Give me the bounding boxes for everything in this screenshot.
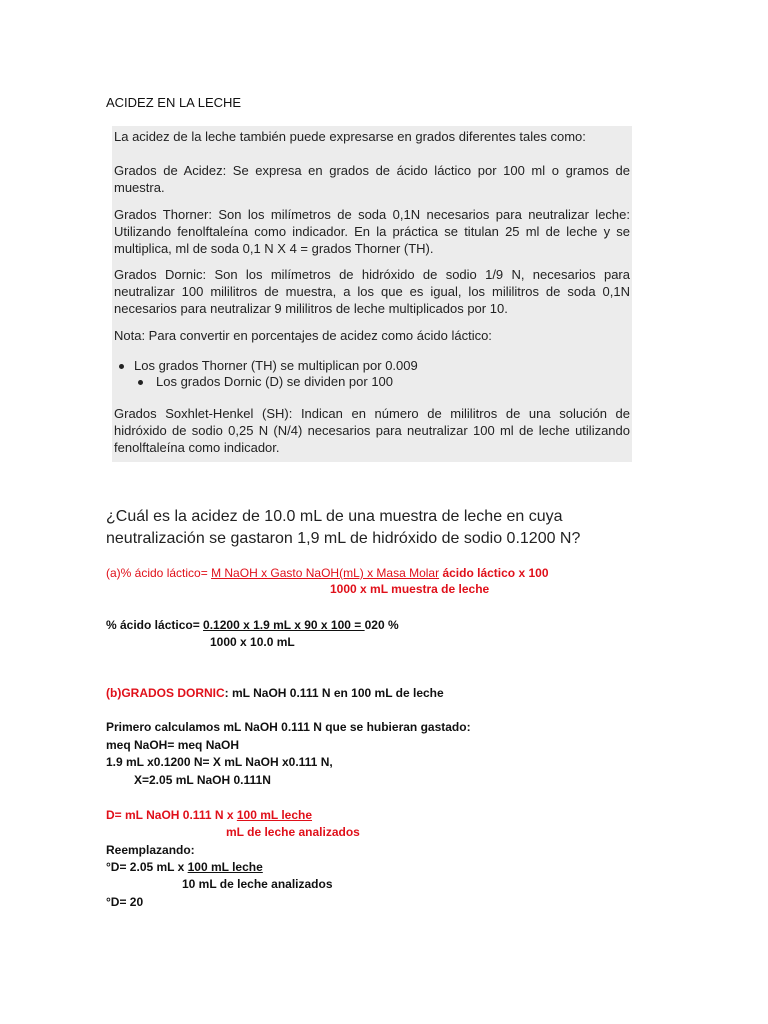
part-a-tail: ácido láctico x 100 (439, 566, 549, 580)
reemplazando-pre: °D= 2.05 mL x (106, 860, 188, 874)
calc-a-numerator: 0.1200 x 1.9 mL x 90 x 100 = (203, 618, 365, 632)
calc-line-4: X=2.05 mL NaOH 0.111N (134, 773, 271, 787)
bullet-dot (119, 364, 124, 369)
part-b-rest: : mL NaOH 0.111 N en 100 mL de leche (224, 686, 444, 700)
reemplazando-label: Reemplazando: (106, 843, 195, 857)
part-b-label: (b)GRADOS DORNIC (106, 686, 225, 700)
part-a-formula (106, 566, 549, 580)
part-a-numerator: M NaOH x Gasto NaOH(mL) x Masa Molar (211, 566, 440, 580)
box-grados-soxhlet: Grados Soxhlet-Henkel (SH): Indican en número de mililitros de una solución de hidróxido de sodio 0,25 N (N/4) necesarios para neutralizar 100 ml de leche utilizando fenolftaleína como indicador. (114, 406, 630, 455)
calc-a-label: % ácido láctico= (106, 618, 204, 632)
reemplazando-denominator: 10 mL de leche analizados (182, 877, 333, 891)
dornic-label: D= mL NaOH 0.111 N x (106, 808, 237, 822)
reemplazando-formula (106, 860, 263, 874)
box-bullet-dornic: Los grados Dornic (D) se dividen por 100 (156, 374, 394, 389)
box-bullet-thorner: Los grados Thorner (TH) se multiplican por 0.009 (134, 358, 418, 373)
calc-a-line (106, 618, 399, 632)
box-grados-acidez: Grados de Acidez: Se expresa en grados de ácido láctico por 100 ml o gramos de muestra. (114, 163, 630, 195)
final-result: °D= 20 (106, 895, 144, 909)
calc-a-denominator: 1000 x 10.0 mL (210, 635, 295, 649)
part-b-heading (106, 686, 444, 700)
box-grados-dornic: Grados Dornic: Son los milímetros de hidróxido de sodio 1/9 N, necesarios para neutralizar 100 mililitros de muestra, a los que es igual, los mililitros de soda 0,1N necesarios para neutralizar 9 mililitros de leche multiplicados por 10. (114, 267, 630, 316)
calc-line-2: meq NaOH= meq NaOH (106, 738, 240, 752)
page-title: ACIDEZ EN LA LECHE (106, 95, 242, 110)
reemplazando-numerator: 100 mL leche (187, 860, 263, 874)
box-grados-thorner: Grados Thorner: Son los milímetros de soda 0,1N necesarios para neutralizar leche: Utilizando fenolftaleína como indicador. En la práctica se titulan 25 ml de leche y se multiplica, ml de soda 0,1 N X 4 = grados Thorner (TH). (114, 207, 630, 256)
calc-line-1: Primero calculamos mL NaOH 0.111 N que se hubieran gastado: (106, 720, 471, 734)
dornic-formula (106, 808, 312, 822)
dornic-denominator: mL de leche analizados (226, 825, 360, 839)
part-a-label: (a)% ácido láctico (106, 566, 201, 580)
part-a-denominator: 1000 x mL muestra de leche (330, 582, 490, 596)
calc-line-3: 1.9 mL x0.1200 N= X mL NaOH x0.111 N, (106, 755, 333, 769)
box-intro: La acidez de la leche también puede expresarse en grados diferentes tales como: (114, 129, 586, 144)
question-text: ¿Cuál es la acidez de 10.0 mL de una muestra de leche en cuya neutralización se gastaron 1,9 mL de hidróxido de sodio 0.1200 N? (106, 508, 581, 547)
box-nota: Nota: Para convertir en porcentajes de acidez como ácido láctico: (114, 328, 492, 343)
dornic-numerator: 100 mL leche (236, 808, 313, 822)
equals-sign: = (200, 566, 212, 580)
calc-a-result: 020 % (364, 618, 399, 632)
bullet-dot (138, 380, 143, 385)
